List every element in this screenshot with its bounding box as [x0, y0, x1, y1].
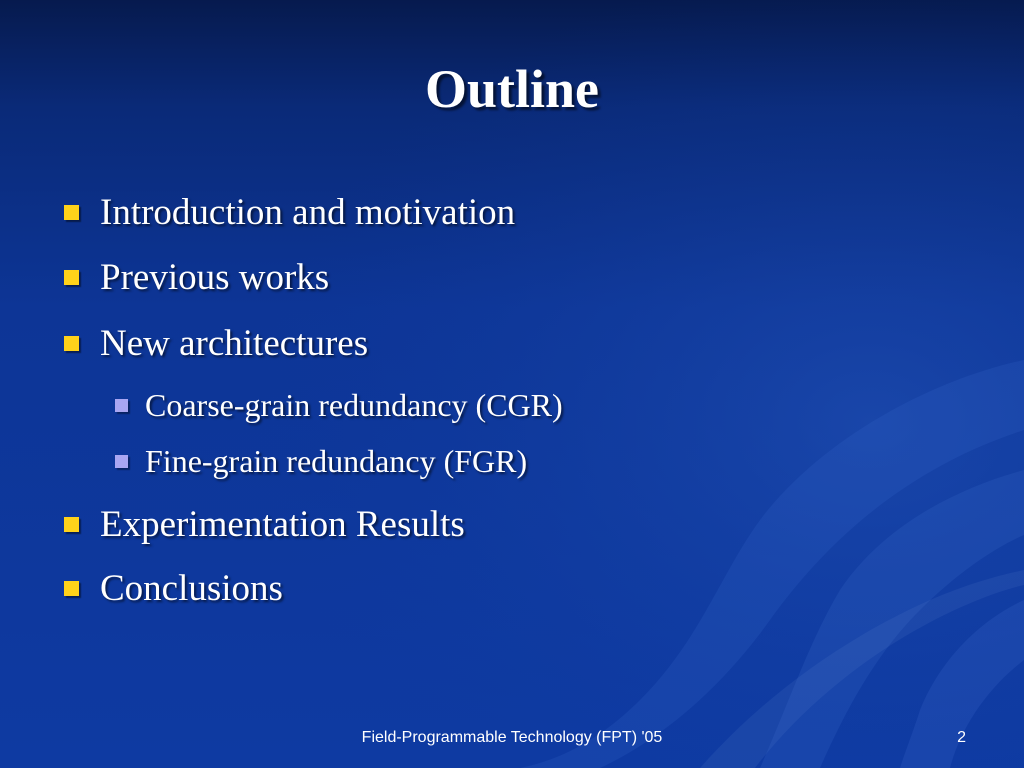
square-bullet-icon [64, 517, 79, 532]
bullet-text: Previous works [100, 257, 330, 298]
bullet-item [64, 567, 283, 610]
page-number: 2 [957, 729, 966, 746]
bullet-item [64, 322, 368, 365]
square-bullet-icon [64, 205, 79, 220]
bullet-text: New architectures [100, 323, 369, 364]
footer-text: Field-Programmable Technology (FPT) '05 [361, 729, 663, 746]
sub-bullet-text: Fine-grain redundancy (FGR) [145, 443, 528, 479]
square-bullet-icon [64, 270, 79, 285]
bullet-item [64, 256, 329, 299]
sub-bullet-item [115, 387, 563, 424]
sub-bullet-item [115, 443, 527, 480]
square-bullet-icon [64, 336, 79, 351]
bullet-text: Introduction and motivation [100, 192, 516, 233]
square-bullet-icon [115, 455, 128, 468]
bullet-item [64, 503, 465, 546]
square-bullet-icon [64, 581, 79, 596]
bullet-text: Conclusions [100, 568, 283, 609]
square-bullet-icon [115, 399, 128, 412]
slide-title: Outline [424, 59, 600, 119]
sub-bullet-text: Coarse-grain redundancy (CGR) [145, 387, 563, 423]
bullet-item [64, 191, 515, 234]
bullet-text: Experimentation Results [100, 504, 465, 545]
